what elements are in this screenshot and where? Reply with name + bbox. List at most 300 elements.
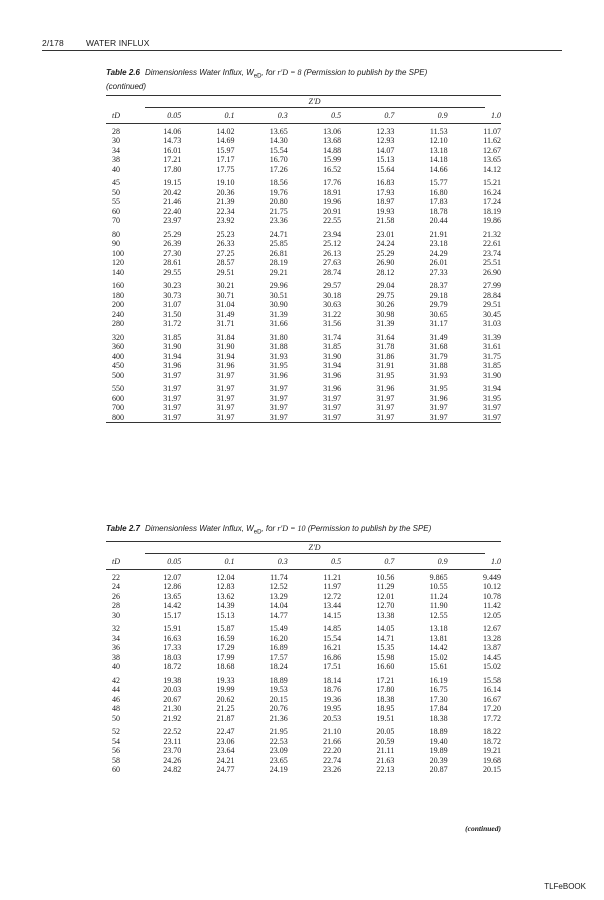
table-cell: 24.77 <box>216 765 235 775</box>
table-cell: 17.33 <box>163 643 182 653</box>
table-cell: 31.97 <box>269 403 288 413</box>
table-cell: 16.20 <box>269 633 288 643</box>
table-cell: 14.39 <box>216 601 235 611</box>
table-row <box>106 277 501 291</box>
table-cell: 15.54 <box>269 145 288 155</box>
table-cell: 31.93 <box>269 351 288 361</box>
table-cell: 31.95 <box>483 393 501 403</box>
column-header: 0.5 <box>288 110 341 124</box>
table-cell: 20.76 <box>269 704 288 714</box>
td-value: 50 <box>112 187 120 197</box>
table-cell: 31.86 <box>376 351 395 361</box>
table-cell: 14.88 <box>323 145 342 155</box>
td-value: 500 <box>112 370 124 380</box>
table-cell: 16.63 <box>163 633 182 643</box>
table-cell: 30.51 <box>269 290 288 300</box>
table-cell: 30.45 <box>483 309 501 319</box>
table-cell: 18.76 <box>323 685 342 695</box>
table-title: Dimensionless Water Influx, W <box>144 524 254 533</box>
table-cell: 25.51 <box>483 258 501 268</box>
table-cell: 24.29 <box>429 248 448 258</box>
column-header: 1.0 <box>448 556 501 570</box>
table-cell: 21.91 <box>429 229 448 239</box>
column-header-td: tD <box>106 556 128 570</box>
table-cell: 18.56 <box>269 178 288 188</box>
table-row <box>106 723 501 737</box>
table-cell: 27.33 <box>429 267 448 277</box>
table-cell: 13.28 <box>483 633 501 643</box>
table-cell: 15.99 <box>323 155 342 165</box>
column-header: 0.9 <box>394 556 447 570</box>
table-cell: 21.58 <box>376 216 395 226</box>
td-value: 320 <box>112 332 124 342</box>
table-cell: 28.61 <box>163 258 182 268</box>
table-cell: 12.83 <box>216 582 235 592</box>
table-row <box>106 352 501 362</box>
table-cell: 13.65 <box>483 155 501 165</box>
table-cell: 31.39 <box>269 309 288 319</box>
table-row <box>106 197 501 207</box>
table-cell: 18.72 <box>483 736 501 746</box>
table-cell: 23.06 <box>216 736 235 746</box>
td-value: 700 <box>112 403 124 413</box>
table-cell: 17.76 <box>323 178 342 188</box>
table-cell: 22.53 <box>269 736 288 746</box>
table-cell: 31.17 <box>429 319 448 329</box>
table-title-subscript: eD <box>253 73 262 80</box>
td-value: 32 <box>112 624 120 634</box>
table-cell: 31.50 <box>163 309 182 319</box>
table-cell: 27.25 <box>216 248 235 258</box>
table-cell: 17.29 <box>216 643 235 653</box>
table-cell: 21.10 <box>323 727 342 737</box>
table-row <box>106 319 501 329</box>
table-row <box>106 695 501 705</box>
table-cell: 17.20 <box>483 704 501 714</box>
table-cell: 13.18 <box>429 145 448 155</box>
table-cell: 23.09 <box>269 746 288 756</box>
table-cell: 13.65 <box>269 126 288 136</box>
header-rule <box>42 50 562 51</box>
table-cell: 25.12 <box>323 239 342 249</box>
table-2-6-grid <box>106 95 501 424</box>
table-cell: 31.61 <box>483 342 501 352</box>
table-row <box>106 756 501 766</box>
table-cell: 18.22 <box>483 727 501 737</box>
table-cell: 12.01 <box>376 591 395 601</box>
table-cell: 26.90 <box>376 258 395 268</box>
table-cell: 12.67 <box>483 624 501 634</box>
td-value: 30 <box>112 136 120 146</box>
table-cell: 23.36 <box>269 216 288 226</box>
table-cell: 18.91 <box>323 187 342 197</box>
table-number: Table 2.6 <box>106 68 140 77</box>
table-row <box>106 342 501 352</box>
table-cell: 29.75 <box>376 290 395 300</box>
table-row <box>106 174 501 188</box>
table-row <box>106 746 501 756</box>
table-cell: 31.96 <box>163 361 182 371</box>
td-value: 28 <box>112 126 120 136</box>
table-cell: 20.59 <box>376 736 395 746</box>
table-row <box>106 662 501 672</box>
table-cell: 17.80 <box>163 164 182 174</box>
table-cell: 13.68 <box>323 136 342 146</box>
td-value: 60 <box>112 206 120 216</box>
table-cell: 20.15 <box>483 765 501 775</box>
table-cell: 15.49 <box>269 624 288 634</box>
table-cell: 29.51 <box>483 300 501 310</box>
column-header: 0.05 <box>128 110 181 124</box>
table-cell: 10.56 <box>376 572 395 582</box>
table-cell: 16.59 <box>216 633 235 643</box>
table-cell: 18.38 <box>429 713 448 723</box>
table-cell: 15.64 <box>376 164 395 174</box>
table-cell: 30.63 <box>323 300 342 310</box>
table-cell: 16.86 <box>323 652 342 662</box>
table-cell: 31.97 <box>163 403 182 413</box>
table-cell: 31.95 <box>429 384 448 394</box>
table-cell: 9.449 <box>483 572 501 582</box>
table-number: Table 2.7 <box>106 524 140 533</box>
table-cell: 16.01 <box>163 145 182 155</box>
table-cell: 14.04 <box>269 601 288 611</box>
table-cell: 16.52 <box>323 164 342 174</box>
table-cell: 20.44 <box>429 216 448 226</box>
table-cell: 31.96 <box>269 370 288 380</box>
table-cell: 31.96 <box>376 384 395 394</box>
table-cell: 18.24 <box>269 662 288 672</box>
table-cell: 29.96 <box>269 281 288 291</box>
table-cell: 14.07 <box>376 145 395 155</box>
table-cell: 21.63 <box>376 755 395 765</box>
table-row <box>106 268 501 278</box>
table-cell: 27.63 <box>323 258 342 268</box>
td-value: 24 <box>112 582 120 592</box>
table-cell: 11.74 <box>270 572 288 582</box>
table-cell: 31.97 <box>163 370 182 380</box>
table-cell: 20.80 <box>269 197 288 207</box>
table-row <box>106 394 501 404</box>
table-cell: 24.24 <box>376 239 395 249</box>
table-cell: 21.30 <box>163 704 182 714</box>
column-header: 0.9 <box>394 110 447 124</box>
table-title-suffix: (Permission to publish by the SPE) <box>301 68 428 77</box>
table-cell: 30.98 <box>376 309 395 319</box>
table-cell: 16.80 <box>429 187 448 197</box>
table-cell: 23.92 <box>216 216 235 226</box>
table-cell: 31.64 <box>376 332 395 342</box>
table-cell: 19.40 <box>429 736 448 746</box>
td-value: 60 <box>112 765 120 775</box>
td-value: 140 <box>112 267 124 277</box>
table-cell: 28.57 <box>216 258 235 268</box>
table-cell: 31.85 <box>163 332 182 342</box>
table-cell: 17.80 <box>376 685 395 695</box>
table-cell: 24.71 <box>269 229 288 239</box>
table-cell: 30.71 <box>216 290 235 300</box>
table-cell: 18.68 <box>216 662 235 672</box>
table-cell: 20.39 <box>429 755 448 765</box>
table-cell: 14.30 <box>269 136 288 146</box>
td-value: 360 <box>112 342 124 352</box>
table-cell: 31.94 <box>216 351 235 361</box>
table-cell: 21.92 <box>163 713 182 723</box>
table-row <box>106 249 501 259</box>
table-cell: 21.46 <box>163 197 182 207</box>
table-cell: 17.17 <box>216 155 235 165</box>
td-value: 550 <box>112 384 124 394</box>
table-cell: 31.79 <box>429 351 448 361</box>
column-header: 0.1 <box>181 556 234 570</box>
table-row <box>106 146 501 156</box>
table-cell: 19.51 <box>376 713 395 723</box>
table-cell: 16.67 <box>483 694 501 704</box>
table-cell: 17.26 <box>269 164 288 174</box>
table-cell: 31.97 <box>235 413 288 423</box>
table-cell: 26.90 <box>483 267 501 277</box>
table-cell: 23.26 <box>323 765 342 775</box>
table-row <box>106 704 501 714</box>
table-cell: 21.32 <box>483 229 501 239</box>
table-cell: 31.97 <box>128 413 181 423</box>
table-cell: 14.71 <box>376 633 395 643</box>
table-cell: 19.33 <box>216 675 235 685</box>
td-value: 30 <box>112 610 120 620</box>
table-cell: 15.61 <box>429 662 448 672</box>
table-cell: 21.75 <box>269 206 288 216</box>
table-cell: 31.49 <box>429 332 448 342</box>
table-cell: 18.38 <box>376 694 395 704</box>
table-cell: 20.53 <box>323 713 342 723</box>
table-cell: 31.68 <box>429 342 448 352</box>
table-cell: 16.89 <box>269 643 288 653</box>
table-cell: 20.36 <box>216 187 235 197</box>
table-row <box>106 239 501 249</box>
table-cell: 11.62 <box>483 136 501 146</box>
table-cell: 10.78 <box>483 591 501 601</box>
column-header: 0.7 <box>341 556 394 570</box>
table-cell: 19.93 <box>376 206 395 216</box>
table-cell: 31.97 <box>323 403 342 413</box>
table-cell: 26.13 <box>323 248 342 258</box>
table-cell: 14.73 <box>163 136 182 146</box>
table-cell: 11.21 <box>323 572 342 582</box>
table-cell: 22.55 <box>323 216 342 226</box>
table-cell: 18.19 <box>483 206 501 216</box>
table-cell: 31.95 <box>376 370 395 380</box>
table-cell: 16.83 <box>376 178 395 188</box>
table-cell: 31.97 <box>269 393 288 403</box>
table-cell: 22.74 <box>323 755 342 765</box>
table-cell: 21.66 <box>323 736 342 746</box>
table-row <box>106 620 501 634</box>
table-cell: 12.55 <box>429 610 448 620</box>
table-cell: 27.30 <box>163 248 182 258</box>
td-value: 45 <box>112 178 120 188</box>
table-row <box>106 672 501 686</box>
table-cell: 20.42 <box>163 187 182 197</box>
table-cell: 20.67 <box>163 694 182 704</box>
td-value: 40 <box>112 662 120 672</box>
table-cell: 22.40 <box>163 206 182 216</box>
table-cell: 31.03 <box>483 319 501 329</box>
table-cell: 17.93 <box>376 187 395 197</box>
table-cell: 31.91 <box>376 361 395 371</box>
table-cell: 11.24 <box>429 591 448 601</box>
table-cell: 23.94 <box>323 229 342 239</box>
table-cell: 23.74 <box>483 248 501 258</box>
table-cell: 12.10 <box>429 136 448 146</box>
table-cell: 22.47 <box>216 727 235 737</box>
table-cell: 31.90 <box>323 351 342 361</box>
table-cell: 31.96 <box>216 361 235 371</box>
zd-label: Z′D <box>145 543 485 555</box>
table-cell: 31.72 <box>163 319 182 329</box>
table-cell: 19.95 <box>323 704 342 714</box>
table-cell: 30.26 <box>376 300 395 310</box>
td-value: 90 <box>112 239 120 249</box>
td-value: 46 <box>112 694 120 704</box>
table-cell: 28.12 <box>376 267 395 277</box>
table-cell: 26.39 <box>163 239 182 249</box>
table-cell: 30.18 <box>323 290 342 300</box>
table-cell: 24.82 <box>163 765 182 775</box>
table-cell: 13.65 <box>163 591 182 601</box>
table-cell: 23.11 <box>163 736 182 746</box>
table-cell: 20.62 <box>216 694 235 704</box>
table-cell: 15.97 <box>216 145 235 155</box>
table-cell: 17.83 <box>429 197 448 207</box>
table-cell: 15.91 <box>163 624 182 634</box>
table-cell: 17.72 <box>483 713 501 723</box>
table-cell: 21.87 <box>216 713 235 723</box>
table-cell: 18.14 <box>323 675 342 685</box>
table-cell: 30.23 <box>163 281 182 291</box>
table-cell: 31.90 <box>216 342 235 352</box>
page-number: 2/178 <box>42 38 64 48</box>
table-cell: 31.96 <box>323 384 342 394</box>
table-cell: 31.85 <box>483 361 501 371</box>
chapter-title: WATER INFLUX <box>86 38 150 48</box>
table-cell: 31.97 <box>394 413 447 423</box>
table-cell: 31.84 <box>216 332 235 342</box>
table-cell: 16.24 <box>483 187 501 197</box>
table-cell: 31.97 <box>376 393 395 403</box>
table-cell: 17.21 <box>163 155 182 165</box>
table-row <box>106 582 501 592</box>
td-value: 400 <box>112 351 124 361</box>
table-cell: 12.04 <box>216 572 235 582</box>
table-cell: 12.70 <box>376 601 395 611</box>
column-header: 0.1 <box>181 110 234 124</box>
table-cell: 31.88 <box>429 361 448 371</box>
table-cell: 31.75 <box>483 351 501 361</box>
table-cell: 12.93 <box>376 136 395 146</box>
column-header: 0.5 <box>288 556 341 570</box>
td-value: 55 <box>112 197 120 207</box>
table-cell: 15.87 <box>216 624 235 634</box>
table-cell: 17.24 <box>483 197 501 207</box>
table-cell: 30.21 <box>216 281 235 291</box>
table-cell: 31.94 <box>163 351 182 361</box>
td-value: 160 <box>112 281 124 291</box>
table-cell: 31.78 <box>376 342 395 352</box>
table-cell: 18.72 <box>163 662 182 672</box>
td-value: 44 <box>112 685 120 695</box>
table-row <box>106 226 501 240</box>
table-cell: 31.97 <box>429 403 448 413</box>
table-cell: 31.97 <box>181 413 234 423</box>
td-value: 48 <box>112 704 120 714</box>
table-title-mid: , for <box>261 524 278 533</box>
table-cell: 12.07 <box>163 572 182 582</box>
table-cell: 21.11 <box>376 746 395 756</box>
table-row <box>106 714 501 724</box>
table-cell: 14.06 <box>163 126 182 136</box>
table-cell: 16.14 <box>483 685 501 695</box>
table-cell: 31.39 <box>483 332 501 342</box>
td-value: 200 <box>112 300 124 310</box>
table-row <box>106 258 501 268</box>
table-cell: 16.60 <box>376 662 395 672</box>
table-row <box>106 310 501 320</box>
footer-brand: TLFeBOOK <box>544 882 586 891</box>
table-cell: 14.15 <box>323 610 342 620</box>
table-cell: 14.45 <box>483 652 501 662</box>
table-cell: 26.81 <box>269 248 288 258</box>
td-value: 22 <box>112 572 120 582</box>
table-cell: 13.62 <box>216 591 235 601</box>
table-cell: 25.23 <box>216 229 235 239</box>
table-formula: r′D = 8 <box>277 68 302 77</box>
table-cell: 31.85 <box>323 342 342 352</box>
table-cell: 29.79 <box>429 300 448 310</box>
table-cell: 21.39 <box>216 197 235 207</box>
table-cell: 15.54 <box>323 633 342 643</box>
td-value: 600 <box>112 393 124 403</box>
table-2-6-caption <box>106 68 501 92</box>
table-cell: 12.52 <box>269 582 288 592</box>
table-row <box>106 136 501 146</box>
table-cell: 28.19 <box>269 258 288 268</box>
table-cell: 31.66 <box>269 319 288 329</box>
table-cell: 31.07 <box>163 300 182 310</box>
column-header: 0.7 <box>341 110 394 124</box>
table-cell: 29.55 <box>163 267 182 277</box>
table-title: Dimensionless Water Influx, W <box>144 68 254 77</box>
table-row <box>106 413 501 423</box>
table-cell: 13.81 <box>429 633 448 643</box>
table-row <box>106 300 501 310</box>
table-cell: 19.99 <box>216 685 235 695</box>
table-cell: 31.96 <box>429 393 448 403</box>
table-cell: 31.97 <box>448 413 501 423</box>
td-value: 34 <box>112 145 120 155</box>
table-cell: 25.85 <box>269 239 288 249</box>
table-cell: 14.05 <box>376 624 395 634</box>
table-2-7-caption <box>106 524 501 538</box>
table-cell: 31.39 <box>376 319 395 329</box>
table-cell: 25.29 <box>376 248 395 258</box>
table-cell: 31.49 <box>216 309 235 319</box>
table-cell: 17.99 <box>216 652 235 662</box>
table-cell: 30.73 <box>163 290 182 300</box>
table-row <box>106 403 501 413</box>
column-header: 0.3 <box>235 110 288 124</box>
table-cell: 18.89 <box>429 727 448 737</box>
table-cell: 31.97 <box>341 413 394 423</box>
